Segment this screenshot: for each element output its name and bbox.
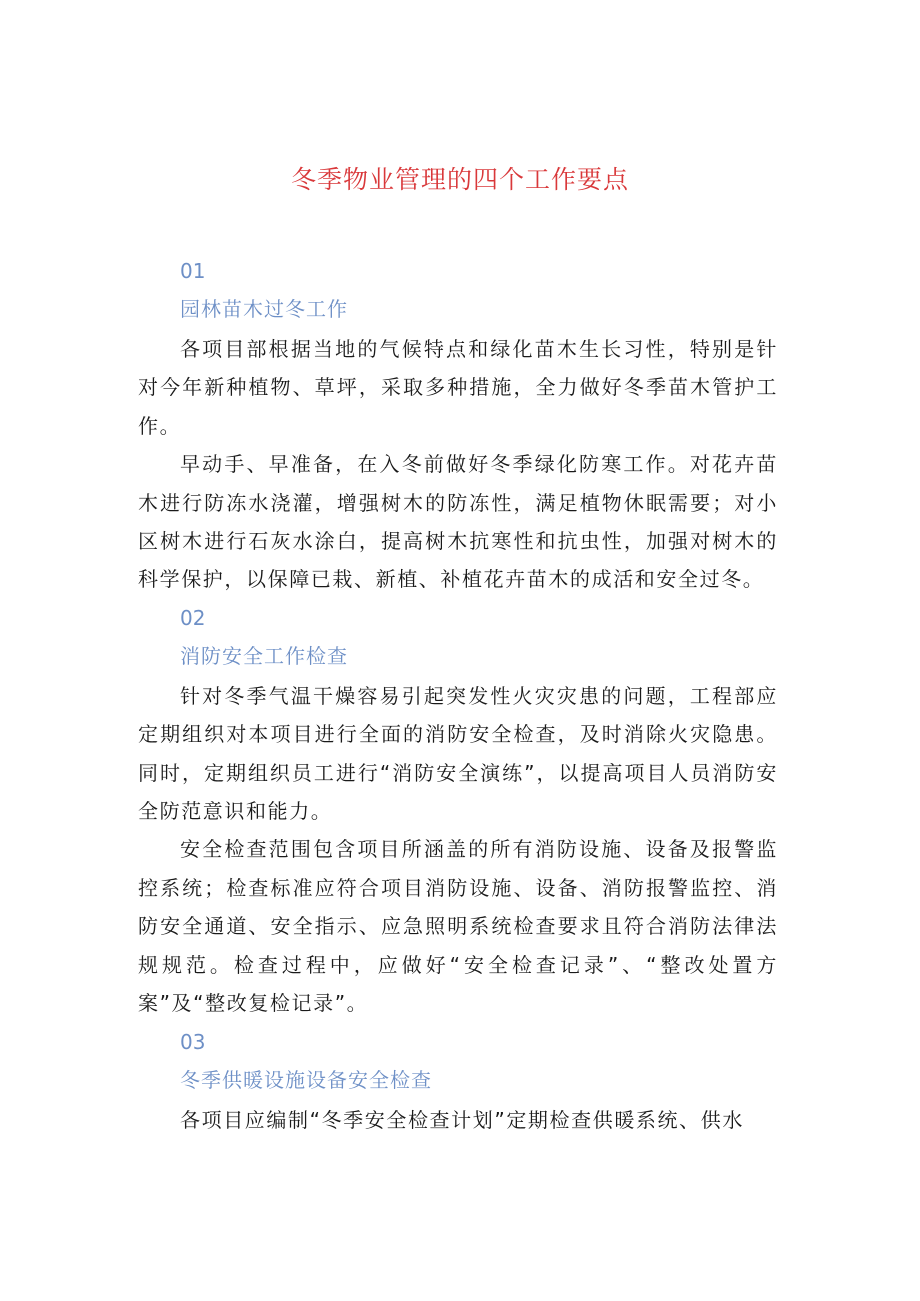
section-02 (138, 599, 778, 1023)
document-title: 冬季物业管理的四个工作要点 (290, 165, 629, 194)
paragraph: 早动手、早准备，在入冬前做好冬季绿化防寒工作。对花卉苗木进行防冻水浇灌，增强树木的防冻性，满足植物休眠需要；对小区树木进行石灰水涂白，提高树木抗寒性和抗虫性，加强对树木的科学保护，以保障已栽、新植、补植花卉苗木的成活和安全过冬。 (138, 452, 778, 592)
paragraph: 各项目应编制“冬季安全检查计划”定期检查供暖系统、供水 (180, 1107, 744, 1132)
section-heading: 冬季供暖设施设备安全检查 (180, 1067, 432, 1092)
document-body (138, 252, 778, 1139)
section-03 (138, 1023, 778, 1139)
section-number: 03 (180, 1029, 206, 1054)
section-number: 01 (180, 259, 206, 283)
paragraph: 针对冬季气温干燥容易引起突发性火灾灾患的问题，工程部应定期组织对本项目进行全面的消防安全检查，及时消除火灾隐患。同时，定期组织员工进行“消防安全演练”，以提高项目人员消防安全防范意识和能力。 (138, 683, 778, 824)
section-heading: 园林苗木过冬工作 (180, 297, 348, 321)
section-heading: 消防安全工作检查 (180, 643, 348, 668)
paragraph: 安全检查范围包含项目所涵盖的所有消防设施、设备及报警监控系统；检查标准应符合项目消防设施、设备、消防报警监控、消防安全通道、安全指示、应急照明系统检查要求且符合消防法律法规规范。检查过程中，应做好“安全检查记录”、“整改处置方案”及“整改复检记录”。 (138, 837, 778, 1016)
section-number: 02 (180, 605, 206, 630)
paragraph: 各项目部根据当地的气候特点和绿化苗木生长习性，特别是针对今年新种植物、草坪，采取多种措施，全力做好冬季苗木管护工作。 (138, 337, 778, 438)
section-01 (138, 252, 778, 599)
